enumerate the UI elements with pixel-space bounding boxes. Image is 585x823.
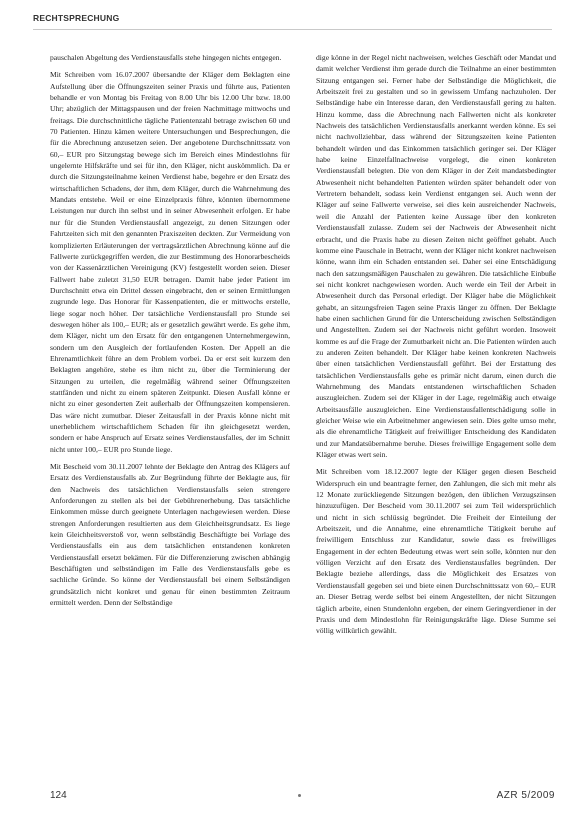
header-rule	[33, 29, 552, 30]
paragraph: Mit Schreiben vom 18.12.2007 legte der Kläger gegen diesen Bescheid Widerspruch ein und beantragte ferner, den Zahlungen, die sich mit mehr als 12 Monate zurückliegende Sitzungen bezögen, den üblichen Verzugszinsen hinzuzufügen. Der Bescheid vom 30.11.2007 sei zum Teil widersprüchlich und nicht in sich schlüssig begründet. Die Freiheit der Einteilung der Arbeitszeit, und die Annahme, eine ehrenamtliche Tätigkeit beruhe auf freiwilligem Entschluss zur Kandidatur, sowie dass es freiwilliges Engagement in der echten Bedeutung etwas wert sein solle, könnten nur den völligen Verzicht auf den Ersatz des Verdienstausfalles begründen. Der Beklagte beziehe allerdings, dass die Möglichkeit des Ersatzes von Verdienstausfall gegeben sei und biete einen Durchschnittssatz von 60,– EUR an. Dieser Betrag werde selbst bei einem Angestellten, der nicht Sitzungen täglich arbeite, einen Stundenlohn ergeben, der einem Geringverdiener in der Praxis und dem Mindestlohn für Reinigungskräfte läge. Diese Summe sei völlig willkürlich gewählt.	[316, 467, 556, 636]
left-column	[50, 52, 290, 786]
right-column	[316, 52, 556, 786]
footer-dot	[298, 794, 301, 797]
paragraph: dige könne in der Regel nicht nachweisen, welches Geschäft oder Mandat und damit welcher Verdienst ihm gerade durch die Teilnahme an einer bestimmten Sitzung entgangen sei. Ferner habe der Selbständige die Möglichkeit, die Arbeitszeit frei zu gestalten und so in gewissem Umfang nachzuholen. Der Selbständige habe ein Interesse daran, den Verdienstausfall gering zu halten. Hinzu komme, dass die Abrechnung nach Fallwerten nicht als konkreter Nachweis des tatsächlichen Verdienstausfalls anerkannt werden könne. Es sei nicht nachvollziehbar, dass während der Sitzungszeiten keine Patienten behandelt würden und das Einkommen tatsächlich geringer sei. Der Kläger habe keine Einzelfallnachweise vorgelegt, die einen konkreten Verdienstausfall belegten. Die von dem Kläger in der Zeit mandatsbedingter Abwesenheit nicht behandelten Patienten würden später behandelt oder von Vertretern behandelt, sodass kein Verdienst entgangen sei. Auch wenn der Kläger auf seine Fallwerte verweise, sei dies kein ausreichender Nachweis, weil die Anzahl der Patienten keine Aussage über den konkreten Verdienstausfall zulasse. Zudem sei der Nachweis der Abwesenheit nicht erbracht, und die Praxis habe zu diesen Zeiten nicht geöffnet gehabt. Auch komme eine Pauschale in Betracht, wenn der Kläger nicht konkret nachweisen könne, wann ihm ein Schaden entstanden sei. Daher sei eine Entschädigung nach den satzungsmäßigen Pauschalen zu gewähren. Die tatsächliche Einbuße sei nicht konkret nachgewiesen worden. Auch werde ein Teil der Arbeit in Abwesenheit durch das Personal erledigt. Der Kläger habe die Möglichkeit gehabt, an sitzungsfreien Tagen seine Praxis länger zu öffnen. Der Beklagte habe einen sachlichen Grund für die Unterscheidung zwischen Selbständigen und Angestellten. Zudem sei der Nachweis nicht geführt worden. Insoweit komme es auf die Frage der Zumutbarkeit nicht an. Die Patienten würden auch zu anderen Zeiten behandelt. Der Kläger habe keinen konkreten Nachweis über einen tatsächlichen Verdienstausfall geführt. Bei der Erstattung des tatsächlichen Verdienstausfalls gehe es primär nicht darum, einen durch die Wahrnehmung des Mandats entstandenen wirtschaftlichen Schaden auszugleichen. Zudem sei der Kläger in der Lage, regelmäßig auch etwaige Arbeitsausfälle auszugleichen. Eine Verdienstausfallentschädigung solle in gleicher Weise wie ein Arbeitnehmer angewiesen sein. Dies gelte umso mehr, als die ehrenamtliche Tätigkeit auf freiwilliger Entscheidung des Kandidaten und zur Mandatsübernahme beruhe. Dieses freiwillige Engagement solle dem Kläger etwas wert sein.	[316, 53, 556, 460]
paragraph: pauschalen Abgeltung des Verdienstausfalls stehe hingegen nichts entgegen.	[50, 53, 282, 62]
paragraph: Mit Schreiben vom 16.07.2007 übersandte der Kläger dem Beklagten eine Aufstellung über die Öffnungszeiten seiner Praxis und führte aus, Patienten behandle er von Montag bis Freitag von 8.00 Uhr bis 12.00 Uhr bzw. 18.00 Uhr; abzüglich der Mittagspausen und der freien Nachmittage mittwochs und freitags. Die durchschnittliche tägliche Patientenzahl betrage zwischen 60 und 70 Patienten. Hinzu kämen weitere Untersuchungen und Besprechungen, die für die Abrechnung anzusetzen seien. Der angebotene Durchschnittssatz von 60,– EUR pro Sitzungstag bewege sich im Bereich eines Mindestlohns für ungelernte Hilfskräfte und sei für ihn, den Kläger, nicht auskömmlich. Da er durch die Sitzungsteilnahme keinen Verdienst habe, begehre er den Ersatz des wirtschaftlichen Schadens, der ihm, dem Kläger, durch die Wahrnehmung des Mandats entstehe. Weil er eine Einzelpraxis führe, könnten übernommene Leistungen nur durch ihn selbst und in seiner Abwesenheit erfolgen. Er habe nur für die Stunden Verdienstausfall angezeigt, zu denen Sitzungen oder Fahrtzeiten sich mit den genannten Praxiszeiten deckten. Zur Vermeidung von komplizierten Erläuterungen der vertragsärztlichen Abrechnung könne auf die Fallwerte zurückgegriffen werden, die zur Bestimmung des Honorarbescheids von der Kassenärztlichen Vereinigung (KV) festgestellt worden seien. Dieser Fallwert habe zuletzt 31,50 EUR betragen. Damit habe jeder Patient im Durchschnitt etwa ein Drittel dessen eingebracht, den er seinen Ermittlungen zugrunde lege. Das Honorar für Kassenpatienten, die er mittwochs erstelle, liege sogar noch höher. Der tatsächliche Verdienstausfall pro Stunde sei deswegen höher als 100,– EUR; als er gesetzlich gewährt werde. Es gehe ihm, dem Kläger, nicht um den Ersatz für den entgangenen Unternehmergewinn, sondern um den Ausgleich der fortlaufenden Kosten. Der Appell an die Ehrenamtlichkeit führe an dem Problem vorbei. Da er erst seit kurzem den Beklagten angehöre, stehe es ihm nicht zu, über die Terminierung der Sitzungen zu urteilen, die regelmäßig während seiner Öffnungszeiten stattfänden und nicht zu einem späteren Zeitpunkt. Diesen Ausfall könne er nicht zu einer gesonderten Zeit außerhalb der Öffnungszeiten kompensieren. Das wäre nicht zumutbar. Dieser Zeitausfall in der Praxis könne nicht mit unerheblichem wirtschaftlichem Schaden für ihn gleichgesetzt werden, sondern er habe Anspruch auf Ersatz seines Verdienstausfalles, der im Schnitt nicht unter 100,– EUR pro Stunde liege.	[50, 70, 290, 454]
paragraph: Mit Bescheid vom 30.11.2007 lehnte der Beklagte den Antrag des Klägers auf Ersatz des Verdienstausfalls ab. Zur Begründung führte der Beklagte aus, für den Nachweis des tatsächlichen Verdienstausfalls seien strengere Anforderungen zu stellen als bei der Gebührenerhebung. Das tatsächliche Einkommen müsse durch geeignete Unterlagen nachgewiesen werden. Diese strengen Anforderungen resultierten aus dem Gleichheitsgrundsatz. Es liege kein Gleichheitsverstoß vor, wenn selbständig Beschäftigte bei Vorlage des Verdienstausfalls ein aus dem tatsächlichen entstandenen konkreten Verdienstausfall ersetzt bekämen. Für die Differenzierung zwischen abhängig Beschäftigten und selbständigen im Falle des Verdienstausfalls gebe es sachliche Gründe. So könne der Verdienstausfall bei einem Selbständigen grundsätzlich nicht konkret und genau für einen bestimmten Zeitraum ermittelt werden. Denn der Selbständige	[50, 462, 290, 608]
section-header: RECHTSPRECHUNG	[33, 13, 120, 23]
page-number: 124	[50, 790, 67, 801]
journal-reference: AZR 5/2009	[496, 790, 555, 801]
